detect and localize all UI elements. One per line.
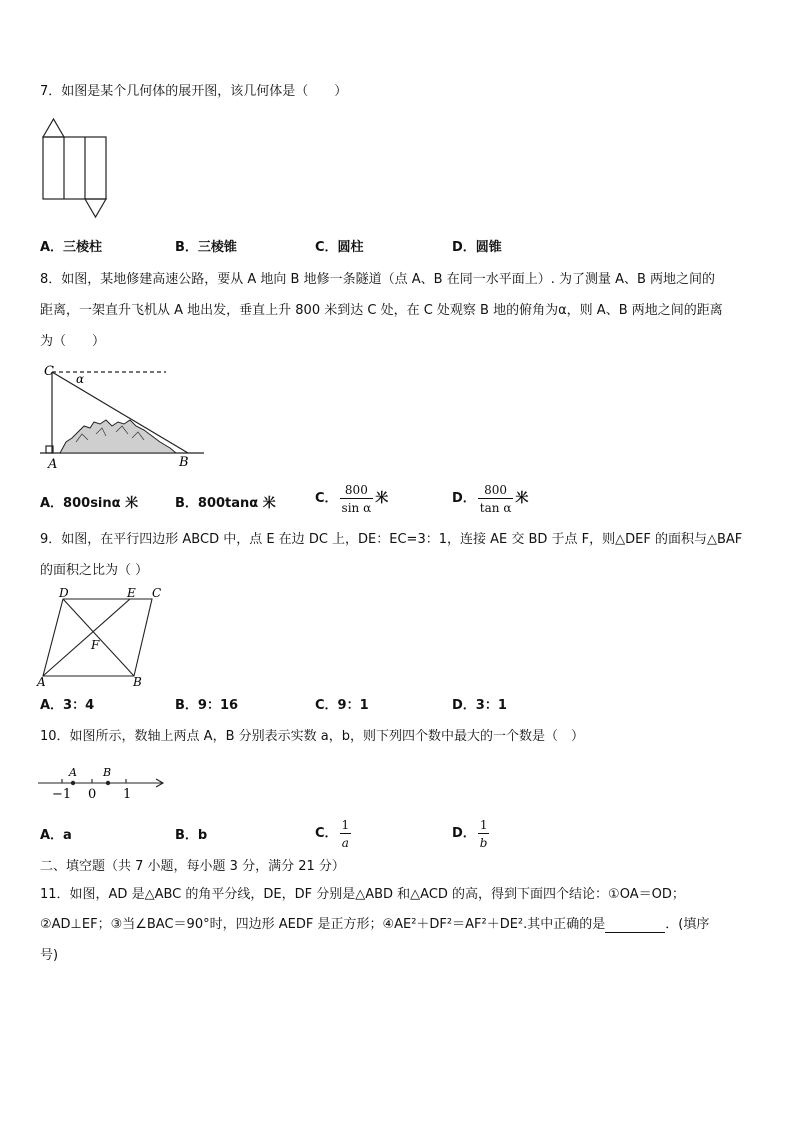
q9-option-b[interactable]: B．9：16 xyxy=(175,698,239,713)
q10-option-b[interactable]: B．b xyxy=(175,828,208,843)
q8-stem-line3: 为（ ） xyxy=(40,334,106,349)
mountain-shape xyxy=(60,420,176,453)
q7-option-b[interactable]: B．三棱锥 xyxy=(175,240,237,255)
q8-option-b[interactable]: B．800tanα 米 xyxy=(175,496,276,511)
q10-option-d[interactable] xyxy=(452,817,491,851)
section-fill-in-header: 二、填空题（共 7 小题，每小题 3 分，满分 21 分） xyxy=(40,859,345,874)
q7-stem: 7．如图是某个几何体的展开图，该几何体是（ ） xyxy=(40,84,348,99)
q7-option-c[interactable]: C．圆柱 xyxy=(315,240,364,255)
label-zero: 0 xyxy=(88,787,97,802)
q8-option-d-prefix: D． xyxy=(452,491,476,506)
q11-line2-tail: ．(填序 xyxy=(665,917,710,932)
label-minus-one: −1 xyxy=(52,787,72,802)
q8-option-d[interactable] xyxy=(452,482,528,516)
label-a: A xyxy=(37,675,46,689)
q8-option-c[interactable] xyxy=(315,482,388,516)
q8-option-a[interactable]: A．800sinα 米 xyxy=(40,496,139,511)
label-c: C xyxy=(152,586,162,600)
label-a: A xyxy=(48,457,58,472)
q11-answer-blank[interactable] xyxy=(605,920,665,933)
q7-net-figure xyxy=(38,116,118,226)
q9-parallelogram-figure xyxy=(34,585,168,694)
q10-stem: 10．如图所示，数轴上两点 A，B 分别表示实数 a，b，则下列四个数中最大的一个数是（ ） xyxy=(40,729,584,744)
label-a: A xyxy=(69,766,77,779)
q9-stem-line2: 的面积之比为（ ） xyxy=(40,563,149,578)
label-e: E xyxy=(127,586,136,600)
q10-option-c-fraction: $\frac{1}{a}$ xyxy=(341,818,350,850)
net-rectangles xyxy=(43,137,106,199)
q10-option-c[interactable] xyxy=(315,817,353,851)
q9-option-a[interactable]: A．3：4 xyxy=(40,698,95,713)
q10-number-line-figure xyxy=(36,763,168,807)
net-bottom-triangle xyxy=(85,199,106,217)
label-alpha: α xyxy=(76,372,85,386)
q9-stem-line1: 9．如图，在平行四边形 ABCD 中，点 E 在边 DC 上，DE：EC=3：1，连接 AE 交 BD 于点 F，则△DEF 的面积与△BAF xyxy=(40,532,743,547)
point-b xyxy=(106,781,110,785)
q7-option-d[interactable]: D．圆锥 xyxy=(452,240,502,255)
label-b: B xyxy=(133,675,142,689)
q8-option-d-unit: 米 xyxy=(515,491,529,506)
q8-option-c-unit: 米 xyxy=(375,491,389,506)
q11-line2 xyxy=(40,917,709,933)
q8-stem-line2: 距离，一架直升飞机从 A 地出发，垂直上升 800 米到达 C 处，在 C 处观察 B 地的俯角为α，则 A、B 两地之间的距离 xyxy=(40,303,723,318)
q11-line1: 11．如图，AD 是△ABC 的角平分线，DE，DF 分别是△ABD 和△ACD 的高，得到下面四个结论：①OA＝OD； xyxy=(40,887,685,902)
label-b: B xyxy=(179,455,189,470)
label-f: F xyxy=(91,638,100,652)
point-a xyxy=(71,781,75,785)
q10-option-d-prefix: D． xyxy=(452,826,476,841)
q8-option-d-fraction: $\frac{800}{\text{tan α}}$ xyxy=(479,483,512,515)
q8-tunnel-figure xyxy=(36,362,208,476)
q10-option-c-prefix: C． xyxy=(315,826,338,841)
q9-option-d[interactable]: D．3：1 xyxy=(452,698,507,713)
q8-option-c-prefix: C． xyxy=(315,491,338,506)
label-d: D xyxy=(59,586,69,600)
q10-option-a[interactable]: A．a xyxy=(40,828,72,843)
segment-ae xyxy=(43,599,130,676)
label-c: C xyxy=(44,364,54,379)
q9-option-c[interactable]: C．9：1 xyxy=(315,698,369,713)
q10-option-d-fraction: $\frac{1}{b}$ xyxy=(479,818,488,850)
q8-stem-line1: 8．如图，某地修建高速公路，要从 A 地向 B 地修一条隧道（点 A、B 在同一水平面上）. 为了测量 A、B 两地之间的 xyxy=(40,272,716,287)
q11-line3: 号) xyxy=(40,948,59,963)
net-top-triangle xyxy=(43,119,64,137)
q11-line2-text: ②AD⊥EF；③当∠BAC＝90°时，四边形 AEDF 是正方形；④AE²＋DF²＝AF²＋DE².其中正确的是 xyxy=(40,917,606,932)
label-one: 1 xyxy=(123,787,132,802)
label-b: B xyxy=(103,766,112,779)
q8-option-c-fraction: $\frac{800}{\text{sin α}}$ xyxy=(341,483,372,515)
q7-option-a[interactable]: A．三棱柱 xyxy=(40,240,103,255)
